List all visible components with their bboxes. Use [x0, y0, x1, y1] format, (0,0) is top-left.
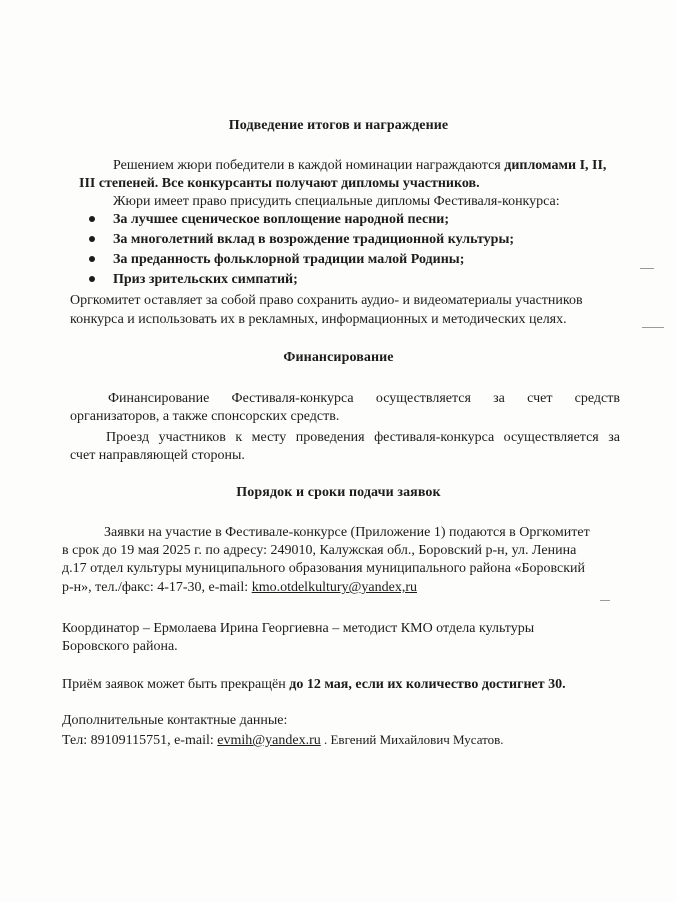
awards-text-bold: дипломами I, II, [504, 158, 607, 173]
deadline-text: Приём заявок может быть прекращён [62, 677, 290, 692]
contacts-phone-text: Тел: 89109115751, e-mail: [62, 733, 218, 748]
contacts-line [62, 731, 504, 750]
phone-fax-text: р-н», тел./факс: 4-17-30, e-mail: [62, 580, 252, 595]
nomination-item: За многолетний вклад в возрождение традиционной культуры; [113, 232, 515, 247]
media-rights-line: конкурса и использовать их в рекламных, информационных и методических целях. [70, 312, 567, 327]
applications-paragraph-line: д.17 отдел культуры муниципального образования муниципального района «Боровский [62, 561, 586, 576]
media-rights-line: Оргкомитет оставляет за собой право сохранить аудио- и видеоматериалы участников [70, 293, 583, 308]
applications-paragraph-line: в срок до 19 мая 2025 г. по адресу: 249010, Калужская обл., Боровский р-н, ул. Ленина [62, 543, 577, 558]
bullet-icon [89, 276, 95, 282]
nomination-item: Приз зрительских симпатий; [113, 272, 298, 287]
scan-speck [642, 327, 664, 328]
awards-paragraph-line [113, 157, 606, 175]
jury-special-diplomas-line: Жюри имеет право присудить специальные дипломы Фестиваля-конкурса: [113, 194, 560, 209]
contact-person-text: . Евгений Михайлович Мусатов. [320, 732, 504, 747]
contact-email-link[interactable]: evmih@yandex.ru [217, 733, 321, 748]
bullet-icon [89, 216, 95, 222]
deadline-text-bold: до 12 мая, если их количество достигнет 30. [289, 677, 566, 692]
section-title-applications: Порядок и сроки подачи заявок [236, 485, 441, 500]
section-title-finance: Финансирование [283, 350, 394, 365]
applications-paragraph-line [62, 579, 417, 597]
coordinator-line: Координатор – Ермолаева Ирина Георгиевна – методист КМО отдела культуры [62, 621, 535, 636]
nomination-item: За лучшее сценическое воплощение народной песни; [113, 212, 449, 227]
coordinator-line: Боровского района. [62, 639, 178, 654]
contacts-title: Дополнительные контактные данные: [62, 713, 288, 728]
awards-paragraph-line: III степеней. Все конкурсанты получают дипломы участников. [79, 176, 480, 191]
travel-paragraph-line: счет направляющей стороны. [70, 448, 245, 463]
finance-paragraph-line: Финансирование Фестиваля-конкурса осуществляется за счет средств [108, 391, 620, 406]
finance-paragraph-line: организаторов, а также спонсорских средств. [70, 409, 340, 424]
awards-text: Решением жюри победители в каждой номинации награждаются [113, 158, 505, 173]
applications-paragraph-line: Заявки на участие в Фестивале-конкурсе (Приложение 1) подаются в Оргкомитет [104, 525, 590, 540]
deadline-line [62, 676, 566, 694]
committee-email-link[interactable]: kmo.otdelkultury@yandex,ru [251, 580, 417, 595]
bullet-icon [89, 256, 95, 262]
scan-speck [600, 600, 610, 601]
section-title-awards: Подведение итогов и награждение [228, 118, 449, 133]
scan-speck [640, 268, 654, 269]
travel-paragraph-line: Проезд участников к месту проведения фестиваля-конкурса осуществляется за [106, 430, 620, 445]
nomination-item: За преданность фольклорной традиции малой Родины; [113, 252, 465, 267]
bullet-icon [89, 236, 95, 242]
